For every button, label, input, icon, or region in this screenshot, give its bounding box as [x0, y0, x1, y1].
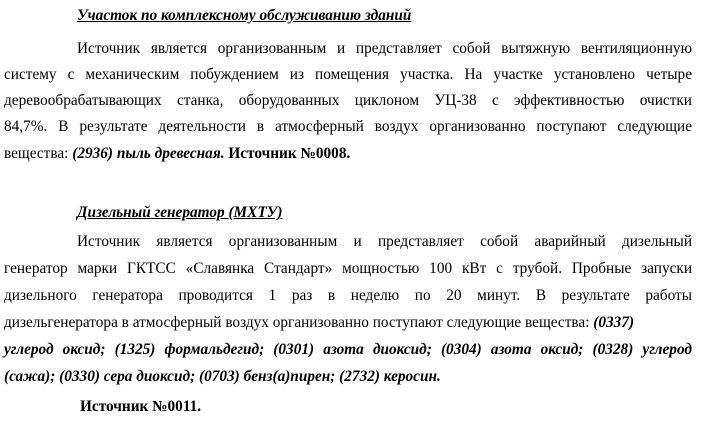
paragraph-line: дизельного генератора проводится 1 раз в неделю по 20 минут. В результате работы [4, 287, 692, 304]
paragraph-line: деревообрабатывающих станка, оборудованных циклоном УЦ-38 с эффективностью очистки [4, 92, 692, 109]
paragraph-line: 84,7%. В результате деятельности в атмосферный воздух организованно поступают следующие [4, 118, 692, 135]
source-number: Источник №0011. [80, 398, 202, 415]
substance-list: углерод оксид; (1325) формальдегид; (0301) азота диоксид; (0304) азота оксид; (0328) углерод [4, 341, 692, 358]
source-number: Источник №0008. [224, 145, 351, 162]
paragraph-line: Источник является организованным и представляет собой аварийный дизельный [77, 233, 692, 250]
section-heading: Дизельный генератор (МХТУ) [77, 204, 283, 221]
paragraph-line [4, 145, 692, 163]
paragraph-line: генератор марки ГКТСС «Славянка Стандарт» мощностью 100 кВт с трубой. Пробные запуски [4, 260, 692, 277]
substance-list: (0337) [593, 314, 635, 331]
substance-list: (2936) пыль древесная. [72, 145, 225, 162]
section-heading: Участок по комплексному обслуживанию зданий [77, 7, 412, 24]
substance-list: (сажа); (0330) сера диоксид; (0703) бенз(а)пирен; (2732) керосин. [4, 368, 441, 385]
paragraph-line [4, 314, 692, 332]
paragraph-text: вещества: [4, 145, 73, 162]
paragraph-text: дизельгенератора в атмосферный воздух организованно поступают следующие вещества: [4, 314, 594, 331]
paragraph-line: систему с механическим побуждением из помещения участка. На участке установлено четыре [4, 66, 692, 83]
paragraph-line: Источник является организованным и представляет собой вытяжную вентиляционную [77, 40, 692, 57]
